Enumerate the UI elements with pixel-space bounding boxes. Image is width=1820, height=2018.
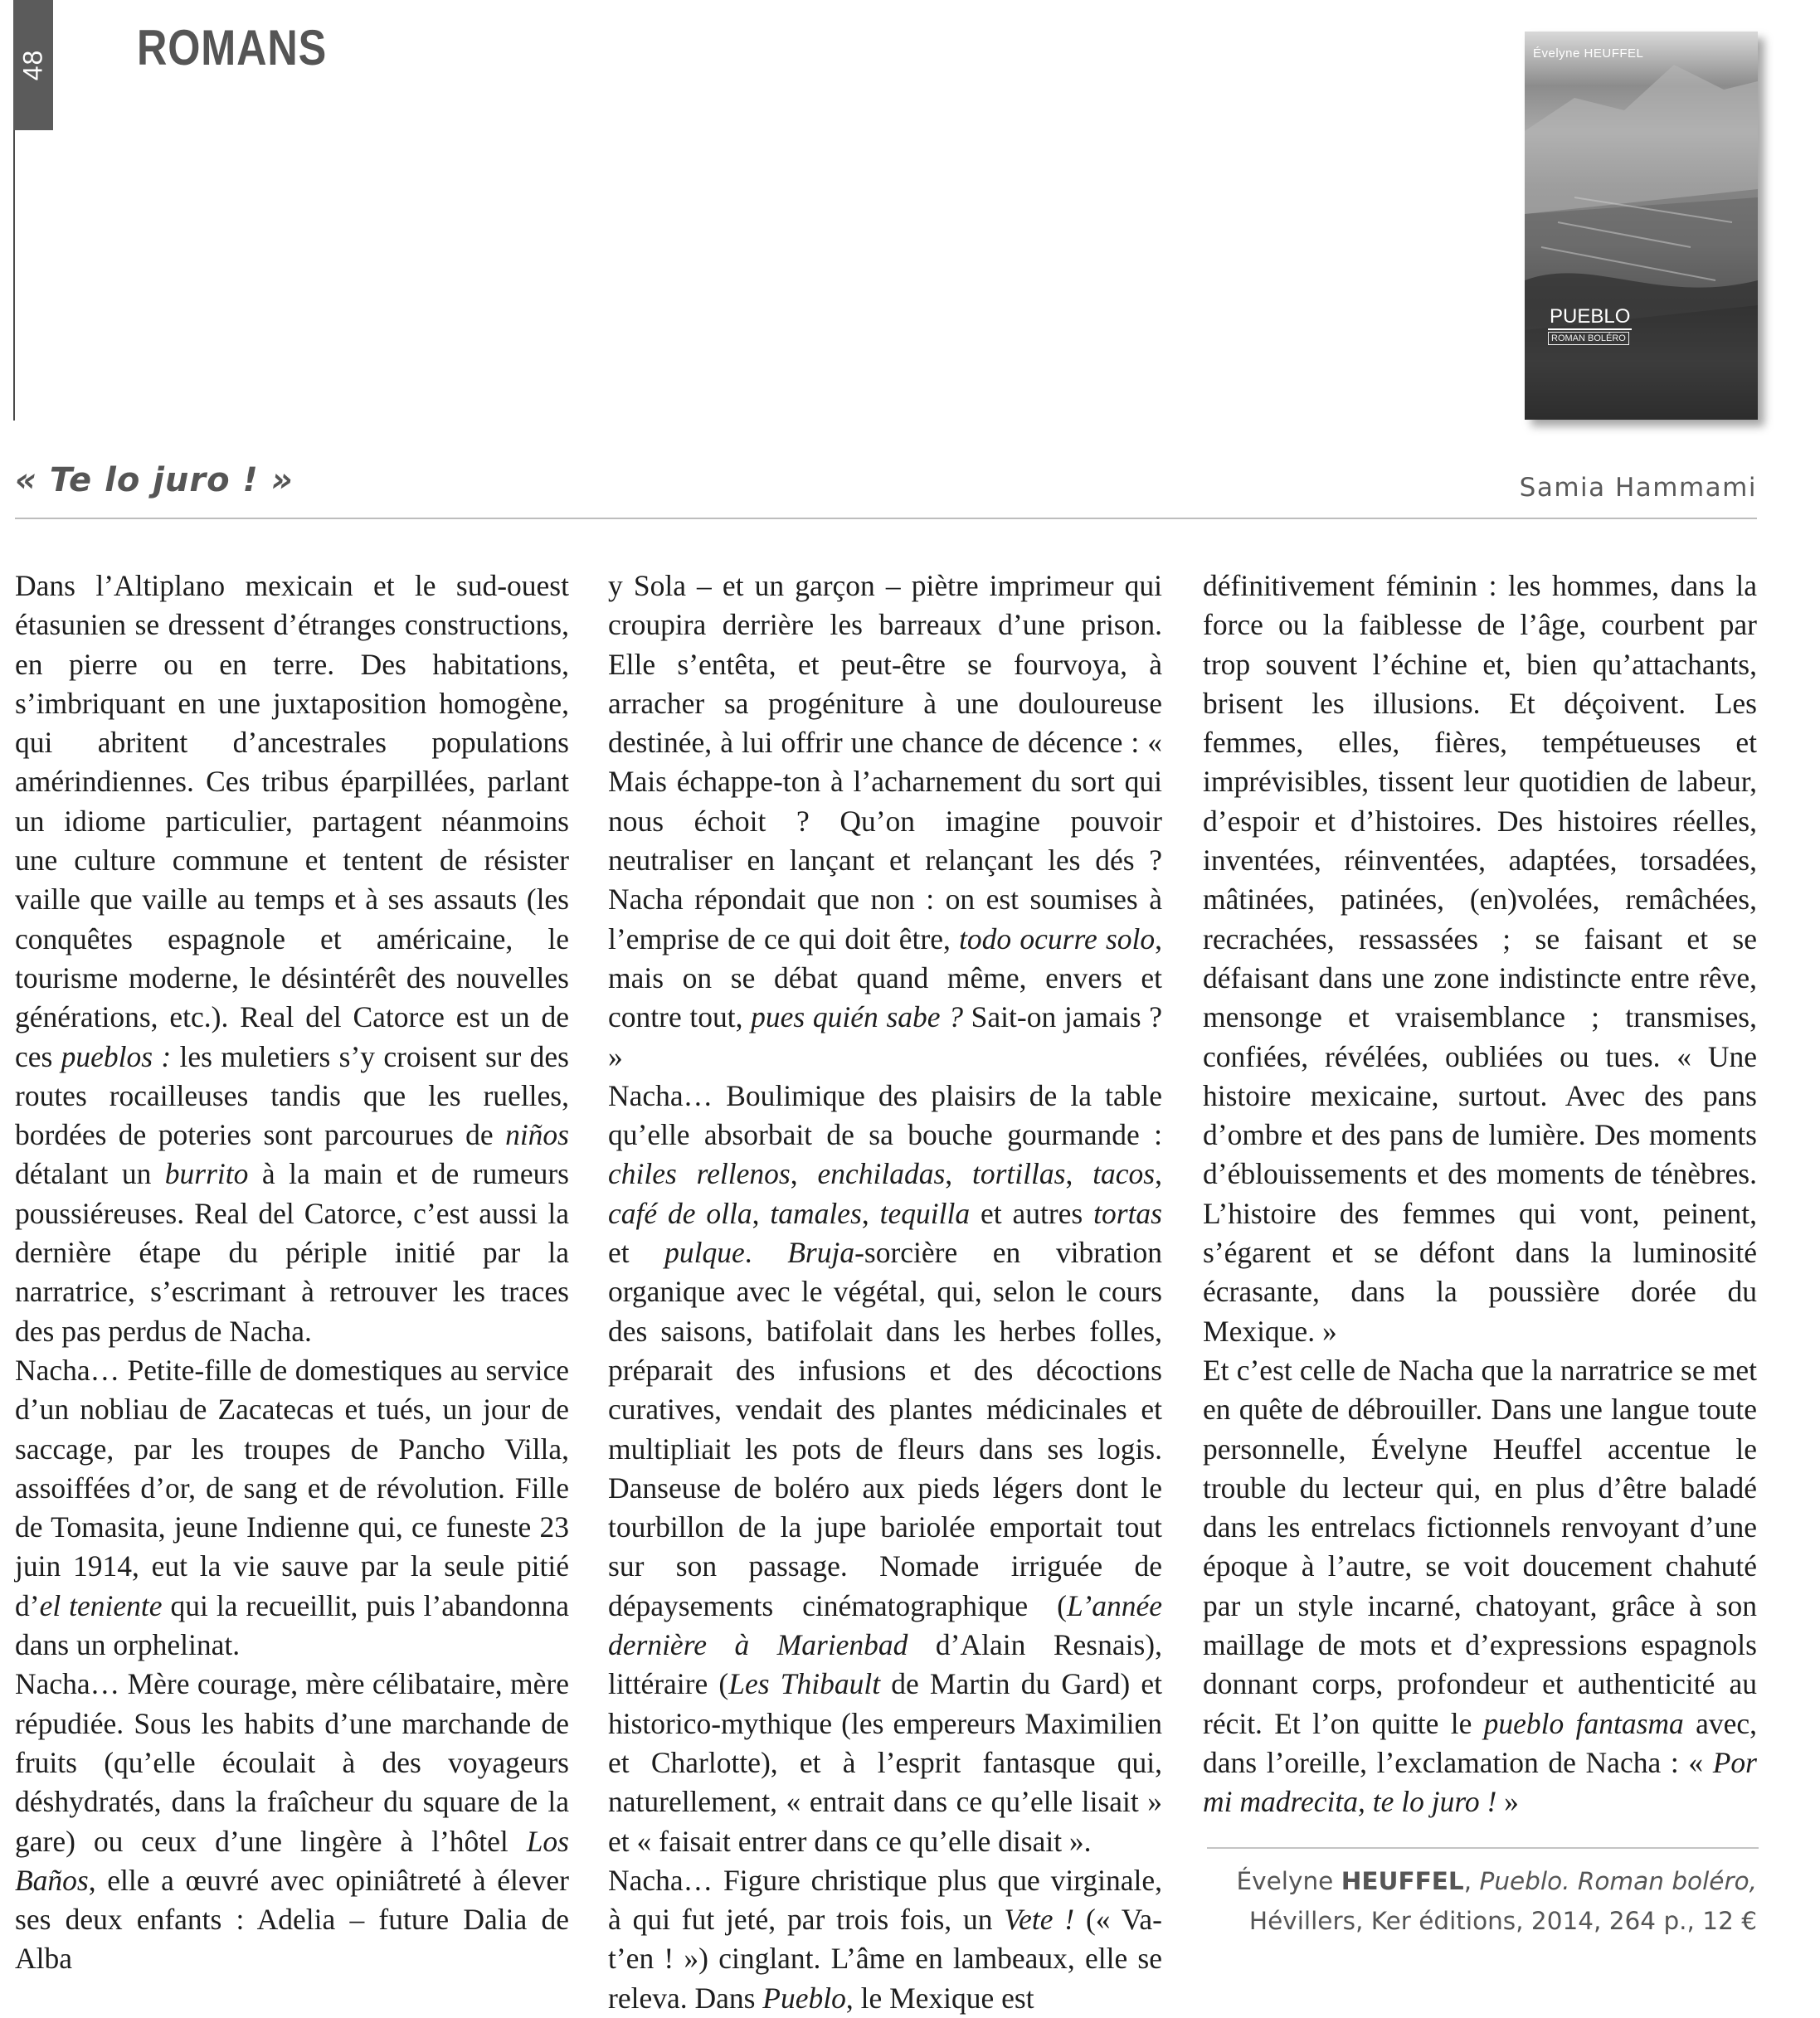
reference-book-title: Pueblo. Roman boléro, [1479, 1867, 1757, 1895]
book-reference [1193, 1861, 1757, 1941]
reference-rule [1207, 1847, 1759, 1849]
body-column-3: définitivement féminin : les hommes, dans la force ou la faiblesse de l’âge, courbent par trop souvent l’échine et, bien qu’attachants, brisent les illusions. Et déçoivent. Les femmes, elles, fières, tempétueuses et imprévisibles, tissent leur quotidien de labeur, d’espoir et d’histoires. Des histoires réelles, inventées, réinventées, adaptées, torsadées, mâtinées, patinées, (en)volées, remâchées, recrachées, ressassées ; se faisant et se défaisant dans une zone indistincte entre rêve, mensonge et vraisemblance ; transmises, confiées, révélées, oubliées ou tues. « Une histoire mexicaine, surtout. Avec des pans d’ombre et des pans de lumière. Des moments d’éblouissements et des moments de ténèbres. L’histoire des femmes qui vont, peinent, s’égarent et se défont dans la luminosité écrasante, dans la poussière dorée du Mexique. » Et c’est celle de Nacha que la narratrice se met en quête de débrouiller. Dans une langue toute personnelle, Évelyne Heuffel accentue le trouble du lecteur qui, en plus d’être baladé dans les entrelacs fictionnels renvoyant d’une époque à l’autre, se voit doucement chahuté par un style incarné, chatoyant, grâce à son maillage de mots et d’expressions espagnols donnant corps, profondeur et authenticité au récit. Et l’on quitte le pueblo fantasma avec, dans l’oreille, l’exclamation de Nacha : « Por mi madrecita, te lo juro ! » [1203, 569, 1757, 1819]
page-number-tab [13, 0, 53, 130]
title-rule [15, 518, 1757, 519]
byline: Samia Hammami [1519, 473, 1757, 503]
page-number: 48 [17, 49, 48, 81]
cover-subtitle: ROMAN BOLÉRO [1548, 332, 1629, 345]
cover-illustration [1525, 32, 1758, 420]
body-column-2: y Sola – et un garçon – piètre imprimeur qui croupira derrière les barreaux d’une prison. Elle s’entêta, et peut-être se fourvoya, à arracher sa progéniture à une douloureuse destinée, à lui offrir une chance de décence : « Mais échappe-ton à l’acharnement du sort qui nous échoit ? Qu’on imagine pouvoir neutraliser en lançant et relançant les dés ? Nacha répondait que non : on est soumises à l’emprise de ce qui doit être, todo ocurre solo, mais on se débat quand même, envers et contre tout, pues quién sabe ? Sait-on jamais ? » Nacha… Boulimique des plaisirs de la table qu’elle absorbait de sa bouche gourmande : chiles rellenos, enchiladas, tortillas, tacos, café de olla, tamales, tequilla et autres tortas et pulque. Bruja-sorcière en vibration organique avec le végétal, qui, selon le cours des saisons, batifolait dans les herbes folles, préparait des infusions et des décoctions curatives, vendait des plantes médicinales et multipliait les pots de fleurs dans ses logis. Danseuse de boléro aux pieds légers dont le tourbillon de la jupe bariolée emportait tout sur son passage. Nomade irriguée de dépaysements cinématographique (L’année dernière à Marienbad d’Alain Resnais), littéraire (Les Thibault de Martin du Gard) et historico-mythique (les empereurs Maximilien et Charlotte), et à l’esprit fantasque qui, naturellement, « entrait dans ce qu’elle lisait » et « faisait entrer dans ce qu’elle disait ». Nacha… Figure christique plus que virginale, à qui fut jeté, par trois fois, un Vete ! (« Va-t’en ! ») cinglant. L’âme en lambeaux, elle se releva. Dans Pueblo, le Mexique est [608, 569, 1163, 2015]
reference-separator: , [1463, 1867, 1472, 1895]
book-cover [1525, 32, 1758, 420]
reference-author-last: HEUFFEL [1341, 1867, 1464, 1895]
cover-title: PUEBLO [1548, 305, 1632, 330]
section-title: ROMANS [137, 20, 328, 75]
article-title: « Te lo juro ! » [15, 461, 294, 499]
reference-author-first: Évelyne [1236, 1867, 1334, 1895]
reference-line-1 [1193, 1861, 1757, 1901]
body-column-1: Dans l’Altiplano mexicain et le sud-ouest étasunien se dressent d’étranges constructions, en pierre ou en terre. Des habitations, s’imbriquant en une juxtaposition homogène, qui abritent d’ancestrales populations amérindiennes. Ces tribus éparpillées, parlant un idiome particulier, partagent néanmoins une culture commune et tentent de résister vaille que vaille au temps et à ses assauts (les conquêtes espagnole et américaine, le tourisme moderne, le désintérêt des nouvelles générations, etc.). Real del Catorce est un de ces pueblos : les muletiers s’y croisent sur des routes rocailleuses tandis que les ruelles, bordées de poteries sont parcourues de niños détalant un burrito à la main et de rumeurs poussiéreuses. Real del Catorce, c’est aussi la dernière étape du périple initié par la narratrice, s’escrimant à retrouver les traces des pas perdus de Nacha. Nacha… Petite-fille de domestiques au service d’un nobliau de Zacatecas et tués, un jour de saccage, par les troupes de Pancho Villa, assoiffées d’or, de sang et de révolution. Fille de Tomasita, jeune Indienne qui, ce funeste 23 juin 1914, eut la vie sauve par la seule pitié d’el teniente qui la recueillit, puis l’abandonna dans un orphelinat. Nacha… Mère courage, mère célibataire, mère répudiée. Sous les habits d’une marchande de fruits (qu’elle écoulait à des voyageurs déshydratés, dans la fraîcheur du square de la gare) ou ceux d’une lingère à l’hôtel Los Baños, elle a œuvré avec opiniâtreté à élever ses deux enfants : Adelia – future Dalia de Alba [15, 569, 569, 1976]
margin-rule [13, 130, 15, 421]
cover-author: Évelyne HEUFFEL [1533, 46, 1644, 61]
reference-publication: Hévillers, Ker éditions, 2014, 264 p., 12 € [1248, 1907, 1757, 1935]
